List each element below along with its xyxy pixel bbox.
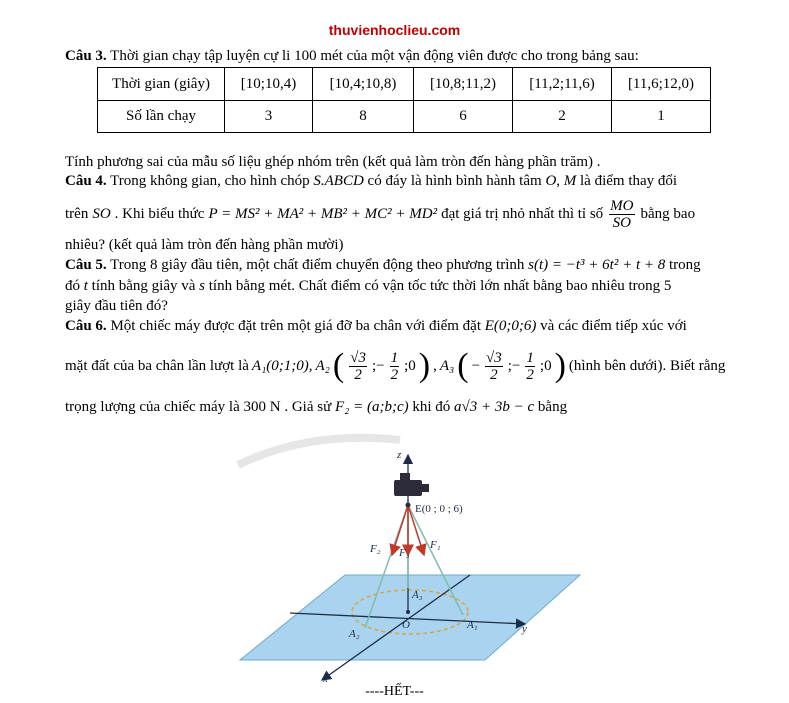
fraction-numerator: MO [610, 197, 634, 214]
q6-text: bằng [537, 399, 568, 415]
decor-swoosh [238, 438, 400, 465]
q4-line3: nhiêu? (kết quả làm tròn đến hàng phần mười) [65, 237, 344, 253]
end-marker: ----HẾT--- [365, 684, 424, 699]
label-o: O [402, 619, 410, 631]
camera-lens [421, 484, 429, 492]
var-s: s [199, 278, 205, 294]
q5-text: đó [65, 278, 80, 294]
q4-text: bằng bao [640, 206, 696, 222]
var-t: t [83, 278, 88, 294]
frac-den: 2 [490, 366, 498, 383]
label-a1: A₁ [467, 619, 478, 631]
motion-equation: s(t) = −t³ + 6t² + t + 8 [528, 257, 666, 273]
count-cell: 8 [313, 101, 414, 133]
label-z: z [397, 449, 402, 461]
frac-num: 1 [390, 349, 399, 366]
coord-sep: ;0 [404, 358, 416, 374]
label-a2: A₂ [349, 628, 360, 640]
coord-sep: , [433, 358, 437, 374]
label-x: x [323, 673, 328, 685]
interval-cell: [10;10,4) [225, 68, 313, 101]
frac-den: 2 [390, 366, 399, 383]
q6-label: Câu 6. [65, 318, 107, 334]
camera-top [400, 473, 410, 480]
label-e: E(0 ; 0 ; 6) [415, 503, 463, 515]
frac-den: 2 [526, 366, 534, 383]
paren-close: ) [554, 347, 566, 384]
point-e: E(0;0;6) [484, 318, 537, 334]
q6-text: khi đó [412, 399, 451, 415]
point-a2: A₂ [315, 358, 330, 374]
q5-text: trong [668, 257, 701, 273]
target-expression: a√3 + 3b − c [454, 399, 535, 415]
q5-label: Câu 5. [65, 257, 107, 273]
label-a3: A₃ [412, 589, 423, 601]
origin-dot [406, 610, 410, 614]
row-head-count: Số lần chạy [98, 101, 225, 133]
q3-text: Thời gian chạy tập luyện cự li 100 mét của một vận động viên được cho trong bảng sau: [110, 48, 639, 64]
camera-body [394, 480, 422, 496]
paren-open: ( [332, 347, 345, 384]
q5-text: Trong 8 giây đầu tiên, một chất điểm chuyển động theo phương trình [110, 257, 525, 273]
point-a1: A₁(0;1;0), [251, 358, 313, 374]
q4-text: . Khi biểu thức [114, 206, 205, 222]
paren-open: ( [457, 347, 469, 384]
count-cell: 1 [612, 101, 711, 133]
q3-label: Câu 3. [65, 48, 107, 64]
interval-cell: [10,8;11,2) [414, 68, 513, 101]
q4-text: Trong không gian, cho hình chóp [110, 173, 310, 189]
coord-sep: − [471, 358, 481, 374]
count-cell: 3 [225, 101, 313, 133]
q6-text: Một chiếc máy được đặt trên một giá đỡ ba chân với điểm đặt [110, 318, 482, 334]
interval-cell: [11,6;12,0) [612, 68, 711, 101]
label-f3: F₃ [399, 547, 410, 559]
q4-text: là điểm thay đổi [580, 173, 678, 189]
frac-num: √3 [486, 349, 502, 366]
count-cell: 2 [513, 101, 612, 133]
q4-text: có đáy là hình bình hành tâm [367, 173, 542, 189]
q6-text: (hình bên dưới). Biết rằng [568, 358, 726, 374]
frac-den: 2 [354, 366, 362, 383]
label-f1: F₁ [430, 539, 441, 551]
fraction-denominator: SO [612, 214, 631, 231]
q5-line3: giây đầu tiên đó? [65, 298, 168, 314]
q6-text: trọng lượng của chiếc máy là 300 N . Giả sử [65, 399, 332, 415]
segment-so: SO [92, 206, 111, 222]
q5-text: tính bằng mét. Chất điểm có vận tốc tức thời lớn nhất bằng bao nhiêu trong 5 [208, 278, 672, 294]
coord-sep: ;− [507, 358, 521, 374]
count-cell: 6 [414, 101, 513, 133]
point-a3: A₃ [439, 358, 455, 374]
interval-cell: [11,2;11,6) [513, 68, 612, 101]
row-head-time: Thời gian (giây) [98, 68, 225, 101]
points-om: O, M [545, 173, 577, 189]
paren-close: ) [418, 347, 431, 384]
expression-p: P = MS² + MA² + MB² + MC² + MD² [208, 206, 438, 222]
force-f2: F₂ = (a;b;c) [334, 399, 409, 415]
label-f2: F₂ [370, 543, 381, 555]
coord-sep: ;0 [539, 358, 552, 374]
coord-sep: ;− [371, 358, 385, 374]
q3-question: Tính phương sai của mẫu số liệu ghép nhóm trên (kết quả làm tròn đến hàng phần trăm) . [65, 154, 601, 170]
q6-text: và các điểm tiếp xúc với [540, 318, 687, 334]
q6-text: mặt đất của ba chân lần lượt là [65, 358, 249, 374]
q4-text: đạt giá trị nhỏ nhất thì tỉ số [441, 206, 604, 222]
site-header[interactable]: thuvienhoclieu.com [328, 22, 461, 38]
interval-cell: [10,4;10,8) [313, 68, 414, 101]
q5-text: tính bằng giây và [91, 278, 196, 294]
q4-text: trên [65, 206, 89, 222]
frac-num: √3 [350, 349, 366, 366]
q4-label: Câu 4. [65, 173, 107, 189]
point-e-dot [406, 503, 411, 508]
label-y: y [522, 623, 527, 635]
pyramid-name: S.ABCD [313, 173, 364, 189]
frac-num: 1 [526, 349, 534, 366]
